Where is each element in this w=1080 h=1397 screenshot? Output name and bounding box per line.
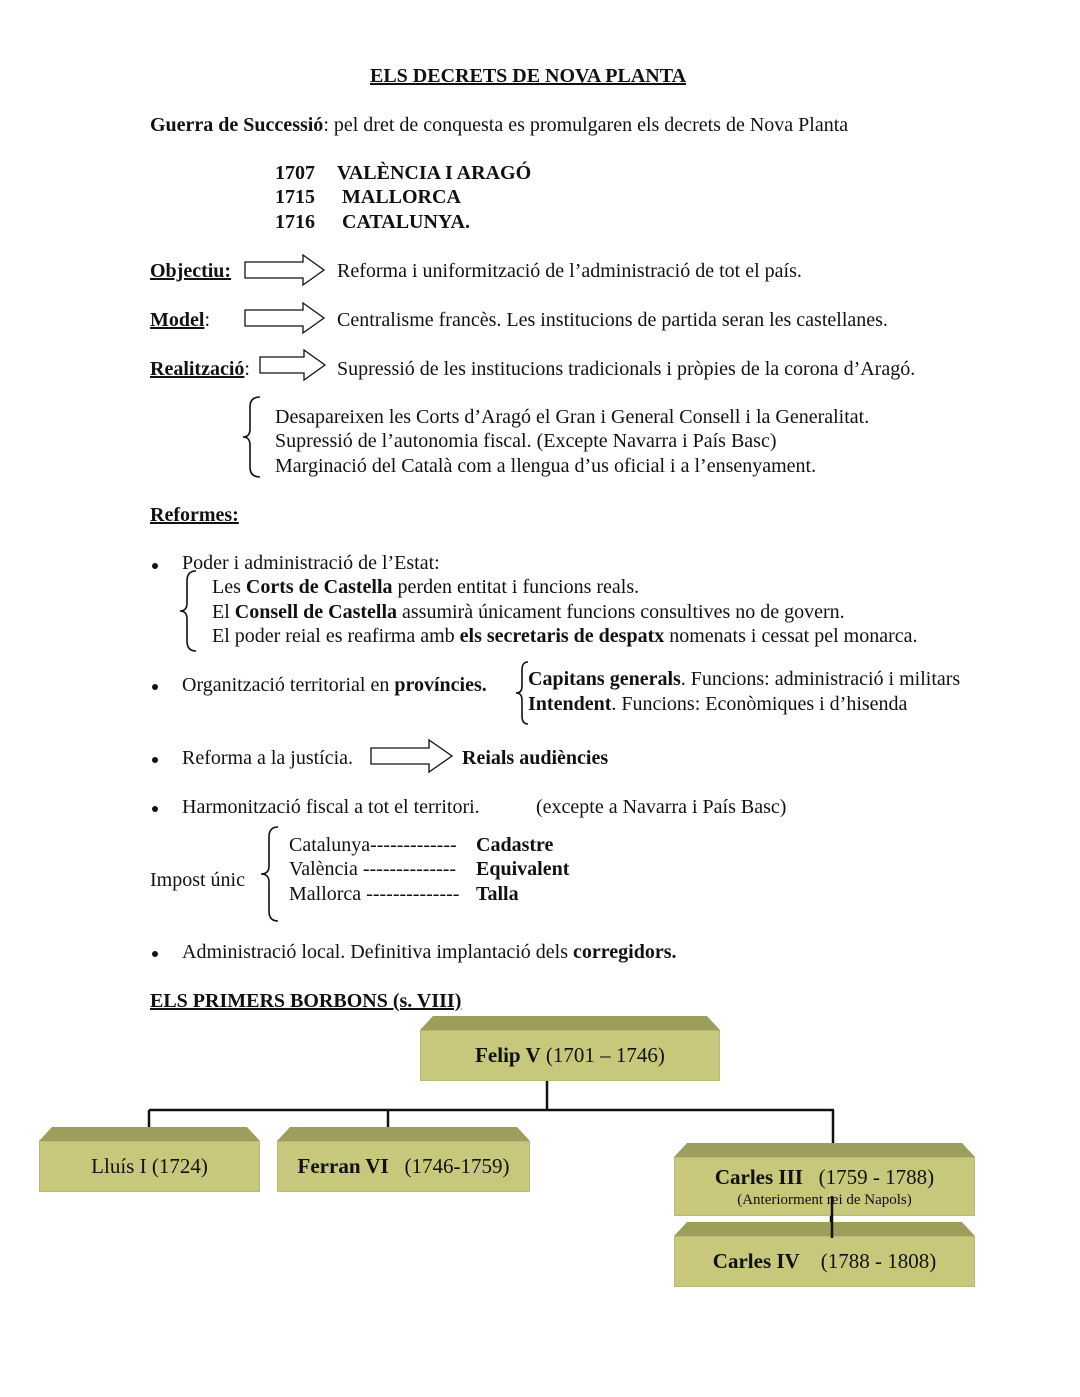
justicia-result: Reials audiències bbox=[462, 747, 609, 769]
organitzacio-intendent: Intendent. Funcions: Econòmiques i d’hisenda bbox=[528, 693, 908, 715]
felip-v-name: Felip V bbox=[475, 1043, 541, 1067]
intro-label: Guerra de Successió bbox=[150, 114, 324, 136]
objectiu-label: Objectiu: bbox=[150, 260, 232, 282]
impost-row: València -------------- Equivalent bbox=[289, 858, 570, 880]
box-carles-iii bbox=[673, 1142, 976, 1216]
ferran-vi-name: Ferran VI bbox=[297, 1154, 389, 1178]
carles-iv-name: Carles IV bbox=[712, 1249, 800, 1273]
realitzacio-text: Supressió de les institucions tradicionals i pròpies de la corona d’Aragó. bbox=[337, 358, 916, 380]
realitzacio-item: Marginació del Català com a llengua d’us oficial i a l’ensenyament. bbox=[275, 455, 817, 477]
justicia-text: Reforma a la justícia. bbox=[182, 747, 354, 769]
decree-row: 1707 VALÈNCIA I ARAGÓ bbox=[275, 162, 532, 184]
impost-row: Catalunya------------- Cadastre bbox=[289, 834, 554, 856]
decree-row: 1715 MALLORCA bbox=[275, 186, 461, 208]
box-ferran-vi bbox=[276, 1126, 531, 1192]
realitzacio-label-wrap: Realització: bbox=[150, 358, 250, 380]
realitzacio-item: Desapareixen les Corts d’Aragó el Gran i General Consell i la Generalitat. bbox=[275, 406, 870, 428]
poder-line: El poder reial es reafirma amb els secretaris de despatx nomenats i cessat pel monarca. bbox=[212, 625, 918, 647]
impost-label: Impost únic bbox=[150, 869, 245, 891]
box-carles-iv bbox=[673, 1221, 976, 1287]
lluis-i-name: Lluís I (1724) bbox=[91, 1154, 208, 1178]
borbons-heading: ELS PRIMERS BORBONS (s. VIII) bbox=[150, 990, 462, 1012]
box-lluis-i bbox=[38, 1126, 261, 1192]
objectiu-text: Reforma i uniformització de l’administració de tot el país. bbox=[337, 260, 802, 282]
carles-iii-years: (1759 - 1788) bbox=[802, 1164, 935, 1189]
page-title: ELS DECRETS DE NOVA PLANTA bbox=[370, 65, 687, 87]
poder-title: Poder i administració de l’Estat: bbox=[182, 552, 440, 574]
local-text: Administració local. Definitiva implantació dels corregidors. bbox=[182, 941, 677, 963]
fiscal-note: (excepte a Navarra i País Basc) bbox=[536, 796, 787, 818]
organitzacio-text: Organització territorial en províncies. bbox=[182, 674, 487, 696]
model-label-wrap: Model: bbox=[150, 309, 210, 331]
ferran-vi-years: (1746-1759) bbox=[388, 1154, 510, 1178]
carles-iv-years: (1788 - 1808) bbox=[799, 1249, 937, 1273]
realitzacio-label: Realització bbox=[150, 358, 245, 380]
intro-text: : pel dret de conquesta es promulgaren els decrets de Nova Planta bbox=[323, 114, 849, 136]
carles-iii-note: (Anteriorment rei de Napols) bbox=[737, 1191, 912, 1208]
model-text: Centralisme francès. Les institucions de partida seran les castellanes. bbox=[337, 309, 888, 331]
fiscal-text: Harmonització fiscal a tot el territori. bbox=[182, 796, 480, 818]
decree-row: 1716 CATALUNYA. bbox=[275, 211, 470, 233]
realitzacio-item: Supressió de l’autonomia fiscal. (Excepte Navarra i País Basc) bbox=[275, 430, 777, 452]
carles-iii-name: Carles III bbox=[714, 1164, 803, 1189]
poder-line: Les Corts de Castella perden entitat i funcions reals. bbox=[212, 576, 640, 598]
reformes-heading: Reformes: bbox=[150, 504, 239, 526]
felip-v-years: (1701 – 1746) bbox=[540, 1043, 665, 1067]
model-label: Model bbox=[150, 309, 205, 331]
box-felip-v bbox=[419, 1015, 721, 1081]
organitzacio-capitans: Capitans generals. Funcions: administració i militars bbox=[528, 668, 961, 690]
connector-line bbox=[829, 1196, 835, 1238]
impost-row: Mallorca -------------- Talla bbox=[289, 883, 519, 905]
poder-line: El Consell de Castella assumirà únicament funcions consultives no de govern. bbox=[212, 601, 845, 623]
